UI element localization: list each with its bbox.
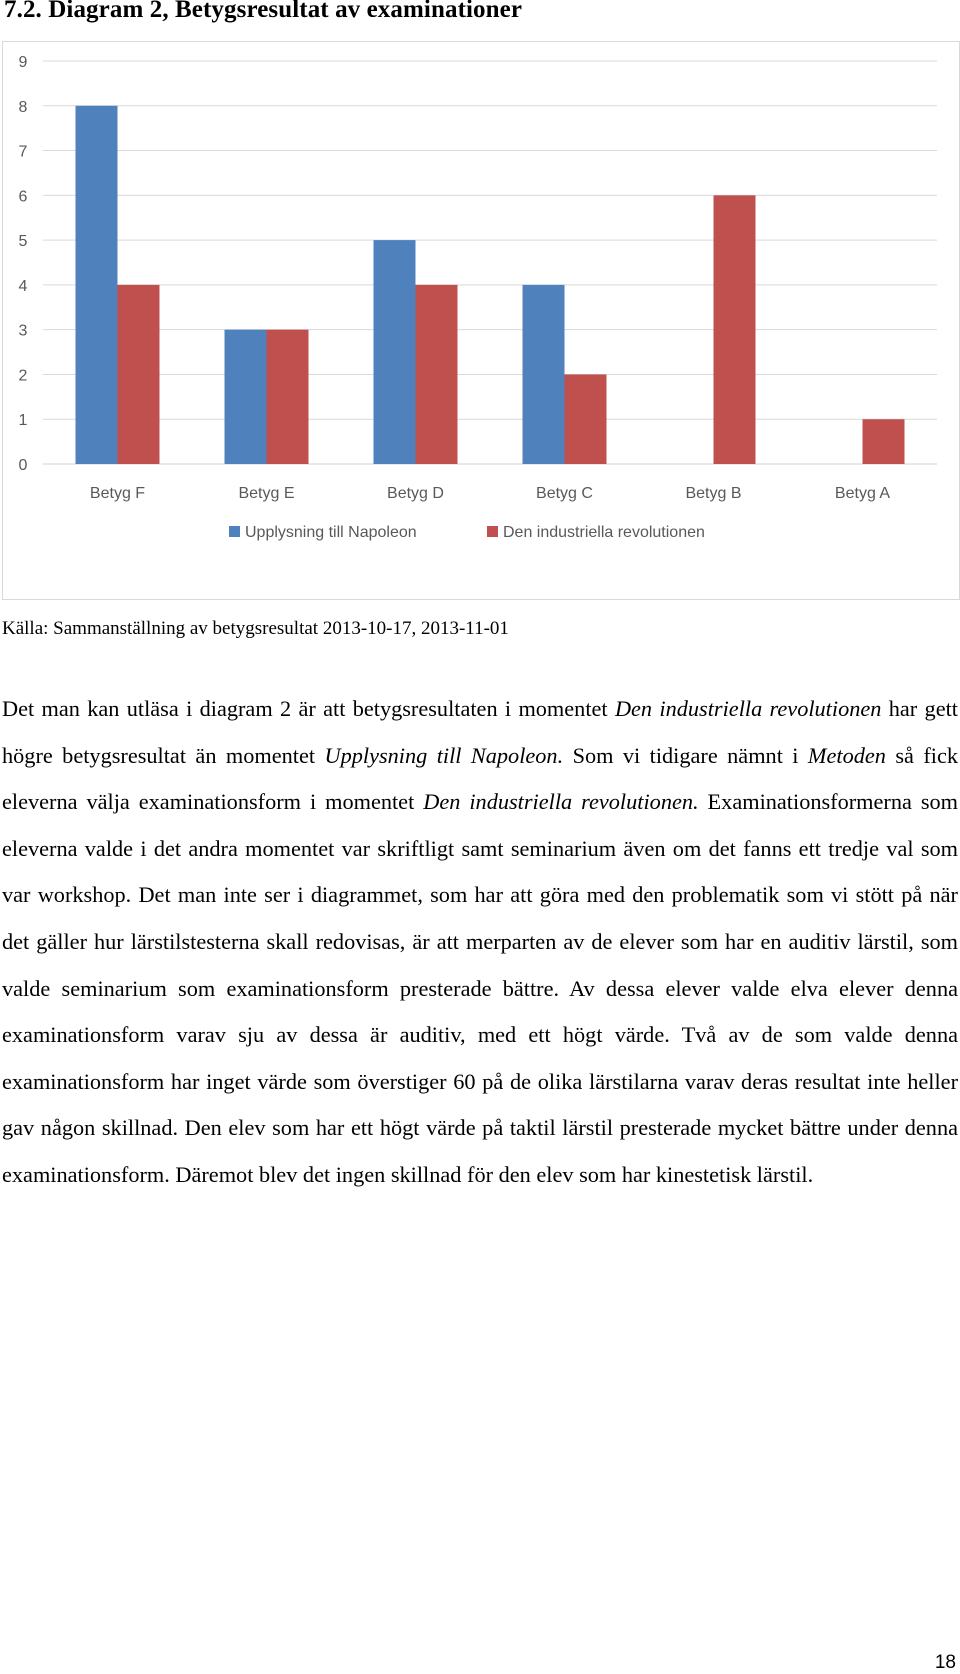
- y-tick-label: 8: [18, 98, 28, 116]
- paragraph-text: [2, 686, 958, 1199]
- text-run: Examinationsformerna som eleverna valde i det andra momentet var skriftligt samt seminarium även om det fanns ett tredje val som var workshop. Det man inte ser i diagrammet, som har att göra med den problematik som vi stött på när det gäller hur lärstilstesterna skall redovisas, är att merparten av de elever som har en auditiv lärstil, som valde seminarium som examinationsform presterade bättre. Av dessa elever valde elva elever denna examinationsform varav sju av dessa är auditiv, med ett högt värde. Två av de som valde denna examinationsform har inget värde som överstiger 60 på de olika lärstilarna varav deras resultat inte heller gav någon skillnad. Den elev som har ett högt värde på taktil lärstil presterade mycket bättre under denna examinationsform. Däremot blev det ingen skillnad för den elev som har kinestetisk lärstil.: [2, 789, 959, 1187]
- legend-label: Den industriella revolutionen: [503, 524, 705, 541]
- bar: [416, 285, 458, 464]
- legend-label: Upplysning till Napoleon: [245, 524, 417, 541]
- bar: [267, 330, 309, 464]
- text-run: Det man kan utläsa i diagram 2 är att betygsresultaten i momentet: [2, 696, 615, 721]
- legend-swatch: [487, 526, 498, 537]
- y-tick-label: 1: [18, 412, 28, 430]
- y-tick-label: 9: [18, 54, 28, 71]
- y-tick-label: 5: [18, 233, 28, 251]
- y-tick-label: 4: [18, 277, 28, 295]
- chart-canvas: [3, 42, 959, 599]
- y-tick-label: 3: [18, 322, 28, 340]
- bar: [76, 106, 118, 464]
- x-tick-label: Betyg A: [834, 485, 891, 502]
- page-number: 18: [934, 1652, 956, 1673]
- text-run: så fick eleverna välja examinationsform i momentet: [2, 742, 959, 815]
- chart-source: Källa: Sammanställning av betygsresultat 2013-10-17, 2013-11-01: [2, 618, 509, 639]
- y-tick-label: 2: [18, 367, 28, 385]
- bar-chart: [2, 41, 960, 600]
- bar: [225, 330, 267, 464]
- y-tick-label: 0: [18, 457, 28, 474]
- legend-swatch: [229, 526, 240, 537]
- italic-phrase: Upplysning till Napoleon.: [324, 742, 564, 768]
- italic-phrase: Den industriella revolutionen.: [423, 789, 699, 815]
- text-run: Som vi tidigare nämnt i: [563, 742, 808, 768]
- bar: [714, 195, 756, 464]
- bar: [523, 285, 565, 464]
- x-tick-label: Betyg B: [685, 485, 742, 502]
- x-tick-label: Betyg F: [89, 485, 146, 502]
- section-heading: 7.2. Diagram 2, Betygsresultat av examinationer: [4, 0, 523, 23]
- x-tick-label: Betyg E: [238, 485, 295, 502]
- x-tick-label: Betyg C: [536, 485, 593, 502]
- text-run: har gett högre betygsresultat än momentet: [2, 696, 958, 768]
- bar: [118, 285, 160, 464]
- bar: [863, 419, 905, 464]
- bar: [565, 374, 607, 464]
- body-paragraph: [2, 686, 958, 1199]
- italic-phrase: Den industriella revolutionen: [614, 696, 882, 721]
- y-tick-label: 7: [18, 143, 28, 161]
- bar: [374, 240, 416, 464]
- y-tick-label: 6: [18, 188, 28, 206]
- x-tick-label: Betyg D: [387, 485, 444, 502]
- italic-phrase: Metoden: [807, 742, 886, 768]
